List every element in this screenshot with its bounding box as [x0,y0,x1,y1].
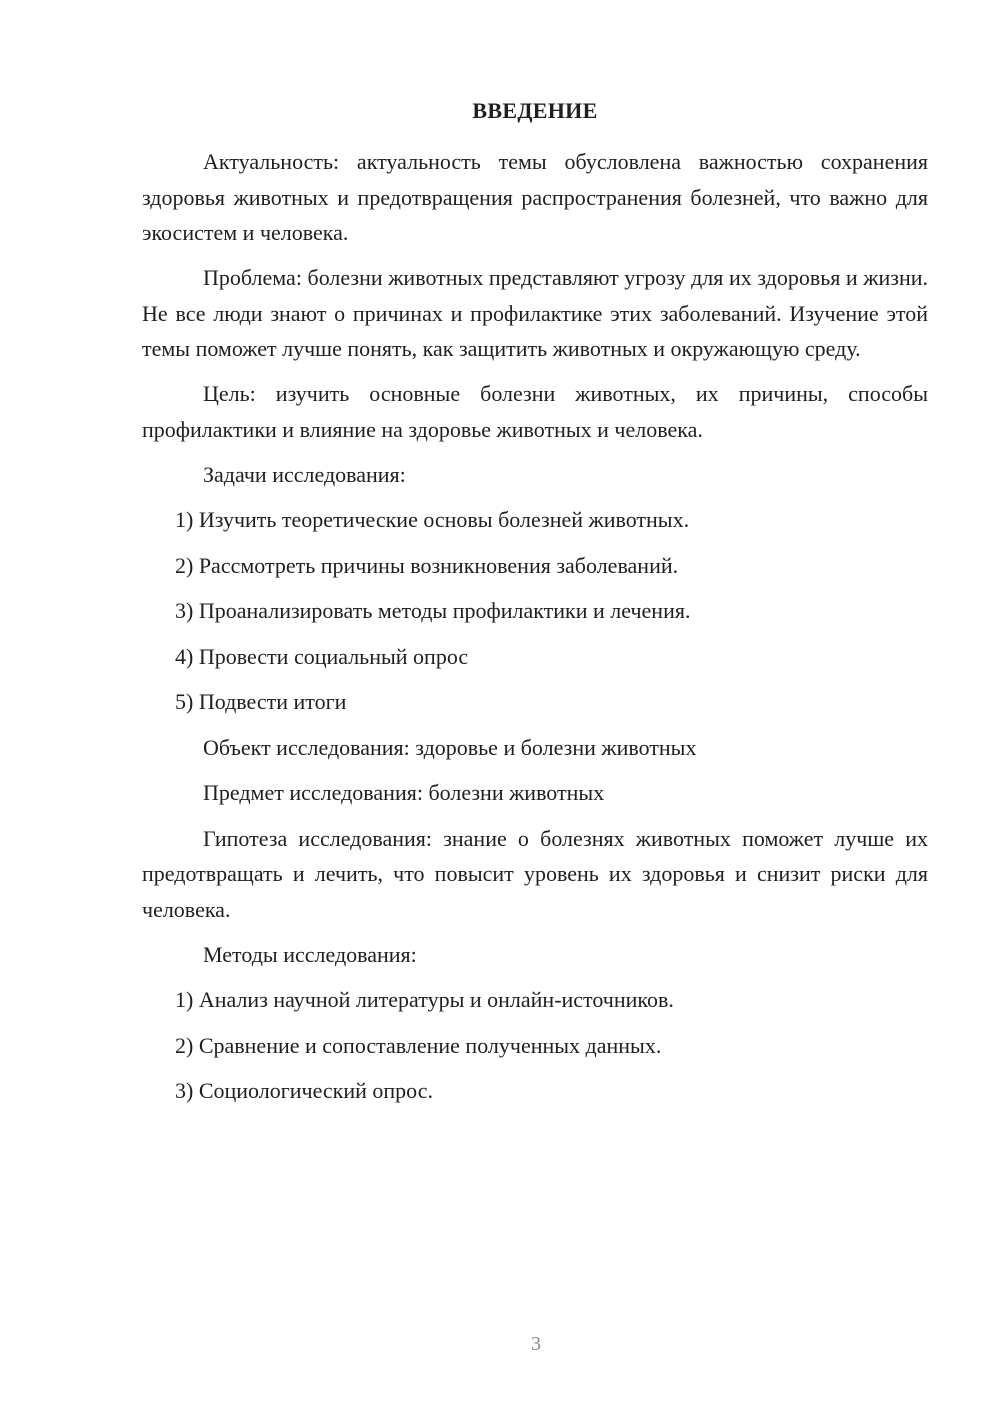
task-item-4: 4) Провести социальный опрос [175,643,469,669]
page-number: 3 [531,1333,541,1355]
goal-paragraph: Цель: изучить основные болезни животных, их причины, способы профилактики и влияние на здоровье животных и человека. [142,381,928,442]
methods-label: Методы исследования: [203,941,417,967]
task-item-2: 2) Рассмотреть причины возникновения заболеваний. [175,552,679,578]
relevance-paragraph: Актуальность: актуальность темы обусловлена важностью сохранения здоровья животных и предотвращения распространения болезней, что важно для экосистем и человека. [142,149,928,245]
hypothesis-paragraph: Гипотеза исследования: знание о болезнях животных поможет лучше их предотвращать и лечить, что повысит уровень их здоровья и снизит риски для человека. [142,825,928,922]
method-item-2: 2) Сравнение и сопоставление полученных данных. [175,1032,662,1058]
task-item-5: 5) Подвести итоги [175,689,347,714]
task-item-1: 1) Изучить теоретические основы болезней животных. [175,507,690,532]
object-paragraph: Объект исследования: здоровье и болезни животных [203,734,697,760]
method-item-1: 1) Анализ научной литературы и онлайн-источников. [175,987,674,1012]
method-item-3: 3) Социологический опрос. [175,1078,433,1103]
page-title: ВВЕДЕНИЕ [472,98,598,123]
problem-paragraph: Проблема: болезни животных представляют угрозу для их здоровья и жизни. Не все люди знают о причинах и профилактике этих заболеваний. Изучение этой темы поможет лучше понять, как защитить животных и окружающую среду. [142,265,928,361]
tasks-label: Задачи исследования: [203,461,406,487]
task-item-3: 3) Проанализировать методы профилактики и лечения. [175,598,691,623]
subject-paragraph: Предмет исследования: болезни животных [203,780,605,805]
document-body [142,144,928,1119]
